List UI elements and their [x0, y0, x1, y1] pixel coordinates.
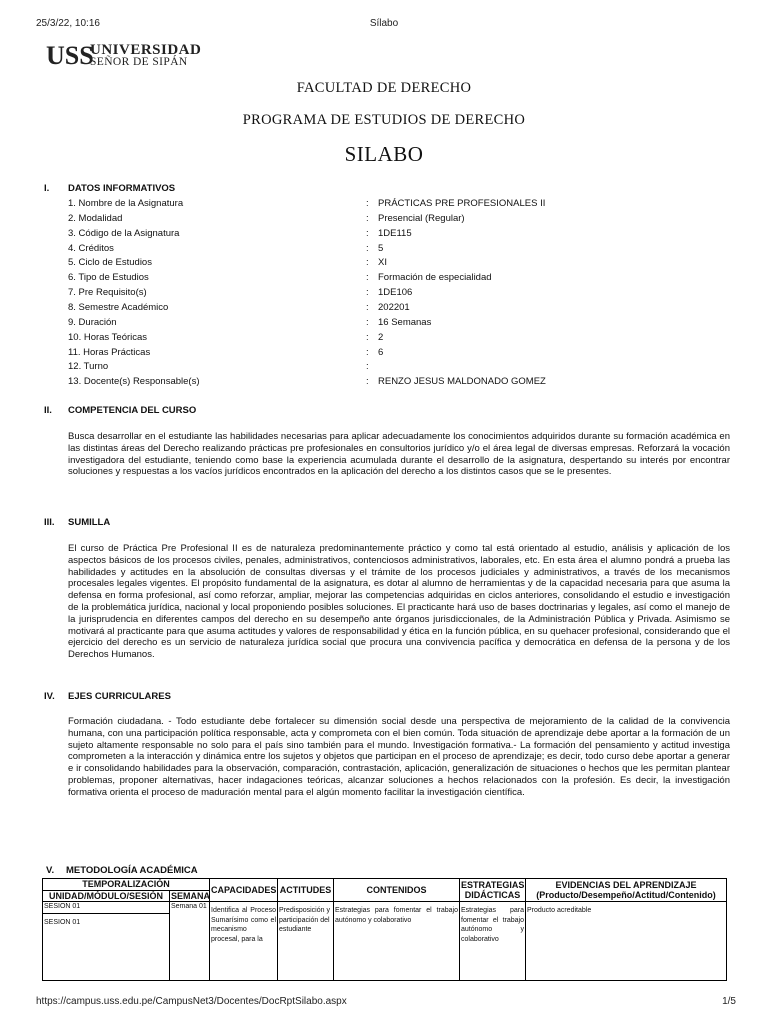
datos-colon: : — [366, 257, 369, 269]
header-unidad: UNIDAD/MÓDULO/SESIÓN — [43, 890, 170, 902]
estrategias-text: Estrategias para fomentar el trabajo autónomo y colaborativo — [461, 907, 524, 943]
print-url: https://campus.uss.edu.pe/CampusNet3/Docentes/DocRptSilabo.aspx — [36, 996, 347, 1007]
section-title: EJES CURRICULARES — [68, 691, 171, 702]
datos-label: 6. Tipo de Estudios — [68, 272, 149, 284]
datos-value: RENZO JESUS MALDONADO GOMEZ — [378, 376, 546, 388]
datos-value: 5 — [378, 242, 384, 254]
section-datos-informativos — [44, 183, 175, 194]
datos-label: 8. Semestre Académico — [68, 301, 169, 313]
datos-label: 3. Código de la Asignatura — [68, 227, 180, 239]
datos-colon: : — [366, 316, 369, 328]
uss-logo-mark — [46, 40, 94, 70]
datos-label: 13. Docente(s) Responsable(s) — [68, 376, 200, 388]
cell-unidad: SESION 01 — [43, 902, 170, 914]
print-datetime: 25/3/22, 10:16 — [36, 18, 100, 29]
section-title: COMPETENCIA DEL CURSO — [68, 405, 197, 416]
university-name-line1: UNIVERSIDAD — [90, 42, 202, 58]
datos-row — [68, 243, 668, 257]
section-ejes-curriculares — [44, 691, 171, 702]
datos-row — [68, 272, 668, 286]
datos-label: 12. Turno — [68, 361, 109, 373]
faculty-title: FACULTAD DE DERECHO — [296, 80, 472, 96]
header-evidencias-line1: EVIDENCIAS DEL APRENDIZAJE — [555, 879, 697, 890]
datos-colon: : — [366, 227, 369, 239]
print-page-title: Sílabo — [369, 18, 399, 29]
section-metodologia — [46, 865, 198, 876]
section-number: V. — [46, 865, 55, 876]
section-number: III. — [44, 517, 55, 528]
section-competencia — [44, 405, 196, 416]
metodologia-table — [42, 878, 727, 981]
header-evidencias — [526, 879, 727, 902]
datos-value: 1DE106 — [378, 287, 413, 299]
cell-evidencias — [526, 902, 727, 981]
datos-row — [68, 198, 668, 212]
datos-row — [68, 228, 668, 242]
datos-colon: : — [366, 272, 369, 284]
cell-actitudes — [278, 902, 334, 981]
datos-value: Presencial (Regular) — [378, 212, 465, 224]
print-page-count: 1/5 — [722, 996, 736, 1007]
sumilla-paragraph: El curso de Práctica Pre Profesional II es de naturaleza predominantemente práctico y como tal está orientado al estudio, análisis y aplicación de los aspectos básicos de los procesos civiles, penales, administrativos, contenciosos administrativos, laborales, etc. En esta área el alumno pondrá a prueba las habilidades y actitudes en la absolución de consultas diversas y el trámite de los procesos judiciales y administrativos, a través de los mecanismos procesales legales vigentes. El propósito fundamental de la asignatura, es dotar al alumno de herramientas y de la capacidad necesaria para que asuma la defensa en forma profesional, así como reforzar, ampliar, mejorar las competencias adquiridas en ciclos anteriores, consolidando el estudio e investigación de la problemática jurídica, nacional y local proponiendo posibles soluciones. El practicante hará uso de bases doctrinarias y legales, así como el manejo de la jurisprudencia en diferentes campos del derecho en su desempeño ante órganos jurisdiccionales, de la Administración Pública y Privada. Asimismo se motivará al practicante para que asuma actitudes y valores de responsabilidad y ética en la función pública, en su quehacer profesional, considerando que el ejercicio del derecho es un servicio de naturaleza jurídica social que procura una convivencia pacífica y democrática en defensa de la persona y de los Derechos Humanos. — [68, 543, 730, 661]
ejes-paragraph: Formación ciudadana. - Todo estudiante debe fortalecer su dimensión social desde una perspectiva de mejoramiento de la calidad de la convivencia humana, con una participación política responsable, acta y comprometa con el bien común. Toda situación de aprendizaje debe aportar a la formación de un sujeto altamente responsable no solo para el país sino también para el mundo. Investigación formativa.- La formación del pensamiento y actitud investiga comprometen a la interacción y dinámica entre los sujetos y objetos que participan en el proceso de aprendizaje; es decir, todo curso debe aportar a generar e ir consolidando habilidades para la observación, comparación, contrastación, aplicación, generalización de situaciones o hechos que les permitan plantear problemas, proponer alternativas, hacer indagaciones teóricas, alcanzar soluciones a hechos relacionados con la profesión. Es decir, la investigación formativa orienta el proceso de maduración mental para el algún momento facilitar la investigación científica. — [68, 716, 730, 798]
datos-label: 11. Horas Prácticas — [68, 346, 151, 358]
header-semana: SEMANA — [171, 890, 211, 901]
datos-colon: : — [366, 198, 369, 209]
datos-value: PRÁCTICAS PRE PROFESIONALES II — [378, 198, 546, 209]
section-number: II. — [44, 405, 52, 416]
evidencias-text: Producto acreditable — [527, 907, 592, 914]
section-title: SUMILLA — [68, 517, 111, 528]
section-sumilla — [44, 517, 110, 528]
datos-row — [68, 317, 668, 331]
datos-colon: : — [366, 331, 369, 343]
datos-row — [68, 302, 668, 316]
datos-colon: : — [366, 301, 369, 313]
section-number: IV. — [44, 691, 55, 702]
svg-text:USS: USS — [46, 41, 94, 70]
table-row — [43, 902, 727, 914]
datos-value: XI — [378, 257, 387, 269]
datos-colon: : — [366, 212, 369, 224]
datos-row — [68, 347, 668, 361]
datos-row — [68, 213, 668, 227]
datos-label: 10. Horas Teóricas — [68, 331, 148, 343]
datos-label: 1. Nombre de la Asignatura — [68, 198, 184, 209]
datos-value: Formación de especialidad — [378, 272, 492, 284]
header-temporalizacion: TEMPORALIZACIÓN — [43, 879, 210, 891]
datos-row — [68, 361, 668, 375]
datos-colon: : — [366, 242, 369, 254]
datos-value: 2 — [378, 331, 384, 343]
datos-value: 202201 — [378, 301, 410, 313]
datos-row — [68, 376, 668, 390]
cell-unidad: SESION 01 — [43, 914, 170, 981]
capacidades-text: Identifica al Proceso Sumarísimo como el mecanismo procesal, para la — [211, 907, 276, 943]
competencia-paragraph: Busca desarrollar en el estudiante las habilidades necesarias para aplicar adecuadamente los conocimientos adquiridos durante su formación académica en las distintas áreas del Derecho realizando prácticas pre profesionales en consultorios jurídico y/o el área legal de diversas empresas. Reforzará la vocación investigadora del estudiante, teniendo como base la experiencia acumulada durante el desarrollo de la asignatura, despertando su interés por encontrar soluciones y respuestas a los vacíos jurídicos encontrados en la aplicación del derecho a los distintos casos que se le presentes. — [68, 431, 730, 478]
datos-value: 1DE115 — [378, 227, 412, 239]
datos-colon: : — [366, 287, 369, 299]
header-actitudes: ACTITUDES — [278, 879, 334, 902]
datos-label: 4. Créditos — [68, 242, 114, 254]
header-evidencias-line2: (Producto/Desempeño/Actitud/Contenido) — [536, 890, 716, 900]
datos-colon: : — [366, 346, 369, 358]
section-title: METODOLOGÍA ACADÉMICA — [66, 865, 198, 876]
datos-colon: : — [366, 376, 369, 388]
cell-estrategias — [460, 902, 526, 981]
university-name-line2: SEÑOR DE SIPÁN — [90, 56, 188, 68]
header-contenidos: CONTENIDOS — [334, 879, 460, 902]
datos-label: 7. Pre Requisito(s) — [68, 287, 147, 299]
cell-semana: Semana 01 — [170, 902, 210, 981]
section-number: I. — [44, 183, 50, 194]
document-title: SILABO — [344, 142, 424, 166]
datos-label: 5. Ciclo de Estudios — [68, 257, 152, 269]
datos-label: 9. Duración — [68, 316, 117, 328]
contenidos-text: Estrategias para fomentar el trabajo autónomo y colaborativo — [335, 907, 458, 924]
datos-row — [68, 257, 668, 271]
datos-row — [68, 332, 668, 346]
datos-value: 16 Semanas — [378, 316, 432, 328]
cell-contenidos — [334, 902, 460, 981]
datos-colon: : — [366, 361, 369, 373]
datos-value: 6 — [378, 346, 384, 358]
header-estrategias: ESTRATEGIAS DIDÁCTICAS — [461, 879, 525, 900]
section-title: DATOS INFORMATIVOS — [68, 183, 176, 194]
datos-label: 2. Modalidad — [68, 212, 123, 224]
program-title: PROGRAMA DE ESTUDIOS DE DERECHO — [242, 112, 526, 128]
cell-capacidades — [210, 902, 278, 981]
header-capacidades: CAPACIDADES — [210, 879, 278, 902]
datos-row — [68, 287, 668, 301]
actitudes-text: Predisposición y participación del estudiante — [279, 907, 330, 933]
